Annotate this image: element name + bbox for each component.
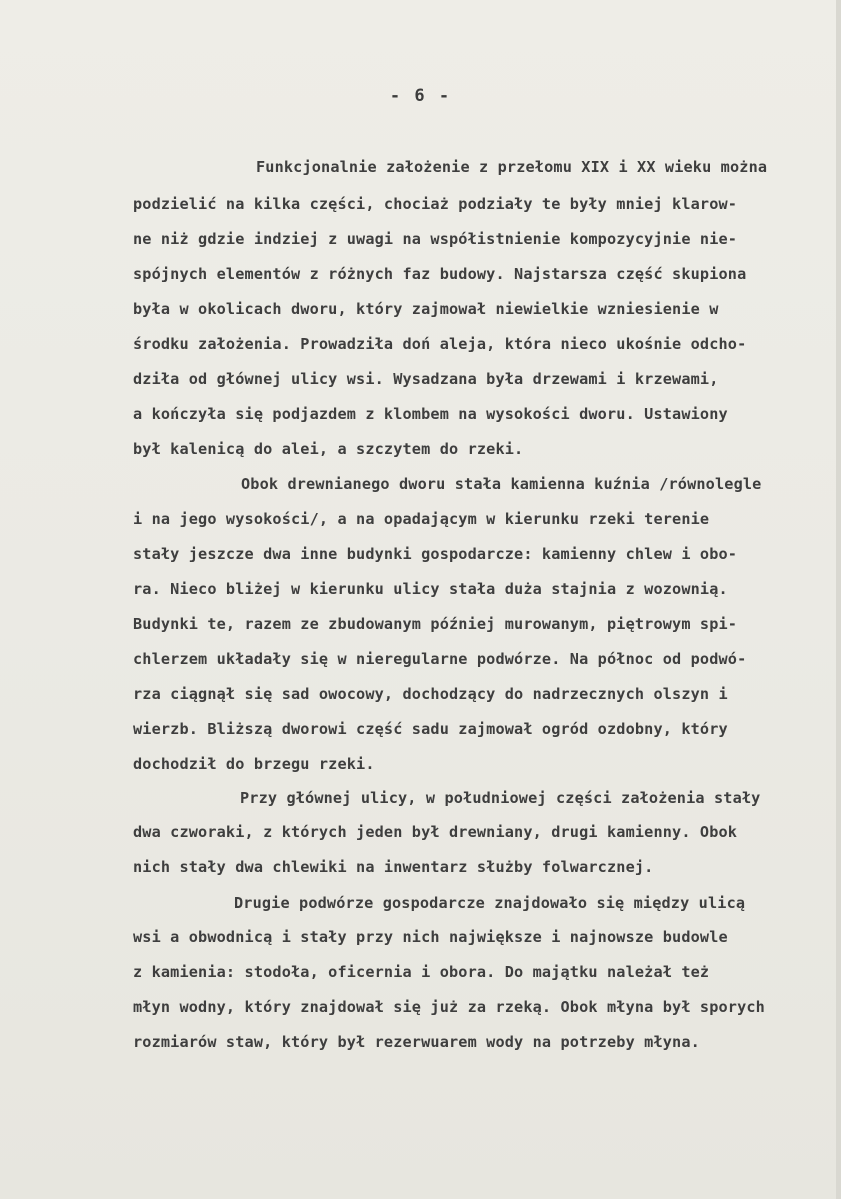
text-line: ra. Nieco bliżej w kierunku ulicy stała duża stajnia z wozownią. [133,580,728,598]
text-line: z kamienia: stodoła, oficernia i obora. Do majątku należał też [133,963,710,981]
text-line: był kalenicą do alei, a szczytem do rzeki. [133,440,524,458]
text-line: Budynki te, razem ze zbudowanym później murowanym, piętrowym spi- [133,615,738,633]
text-line: a kończyła się podjazdem z klombem na wysokości dworu. Ustawiony [133,405,728,423]
text-line: spójnych elementów z różnych faz budowy. Najstarsza część skupiona [133,265,747,283]
text-line: dochodził do brzegu rzeki. [133,755,375,773]
text-line: dziła od głównej ulicy wsi. Wysadzana była drzewami i krzewami, [133,370,719,388]
text-line: Drugie podwórze gospodarcze znajdowało się między ulicą [234,894,746,912]
text-line: stały jeszcze dwa inne budynki gospodarcze: kamienny chlew i obo- [133,545,738,563]
text-line: nich stały dwa chlewiki na inwentarz służby folwarcznej. [133,858,654,876]
text-line: środku założenia. Prowadziła doń aleja, która nieco ukośnie odcho- [133,335,747,353]
text-line: ne niż gdzie indziej z uwagi na współistnienie kompozycyjnie nie- [133,230,738,248]
text-line: Funkcjonalnie założenie z przełomu XIX i XX wieku można [256,158,768,176]
text-line: dwa czworaki, z których jeden był drewniany, drugi kamienny. Obok [133,823,738,841]
page-number: - 6 - [389,86,452,106]
text-line: chlerzem układały się w nieregularne podwórze. Na północ od podwó- [133,650,747,668]
text-line: rza ciągnął się sad owocowy, dochodzący do nadrzecznych olszyn i [133,685,728,703]
text-line: Przy głównej ulicy, w południowej części założenia stały [240,789,761,807]
text-line: była w okolicach dworu, który zajmował niewielkie wzniesienie w [133,300,719,318]
text-line: rozmiarów staw, który był rezerwuarem wody na potrzeby młyna. [133,1033,700,1051]
text-line: wsi a obwodnicą i stały przy nich największe i najnowsze budowle [133,928,728,946]
text-line: wierzb. Bliższą dworowi część sadu zajmował ogród ozdobny, który [133,720,728,738]
text-line: Obok drewnianego dworu stała kamienna kuźnia /równolegle [241,475,762,493]
text-line: i na jego wysokości/, a na opadającym w kierunku rzeki terenie [133,510,710,528]
text-line: podzielić na kilka części, chociaż podziały te były mniej klarow- [133,195,738,213]
text-line: młyn wodny, który znajdował się już za rzeką. Obok młyna był sporych [133,998,765,1016]
